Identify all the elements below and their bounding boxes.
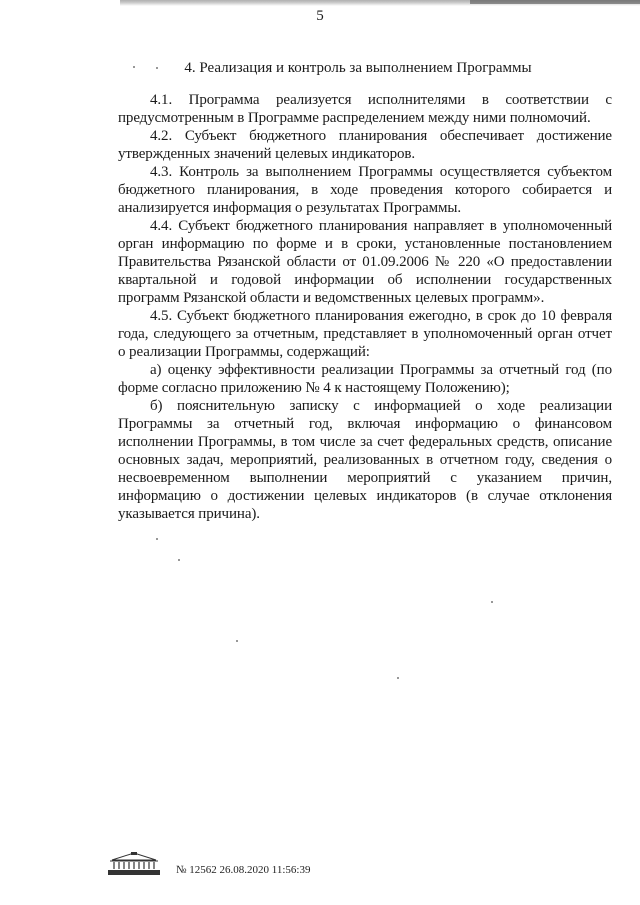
government-building-icon xyxy=(104,852,164,876)
scan-speck xyxy=(156,67,158,69)
scan-edge-shadow-dark xyxy=(470,0,640,4)
scan-speck xyxy=(133,66,135,68)
scan-speck xyxy=(236,640,238,642)
section-heading: 4. Реализация и контроль за выполнением Программы xyxy=(184,60,532,76)
paragraph-4-3: 4.3. Контроль за выполнением Программы осуществляется субъектом бюджетного планирования, в ходе проведения которого собирается и анализируется информация о результатах Программы. xyxy=(118,164,612,216)
paragraph-4-1: 4.1. Программа реализуется исполнителями в соответствии с предусмотренным в Программе распределением между ними полномочий. xyxy=(118,92,612,126)
page-number: 5 xyxy=(316,8,324,24)
paragraph-4-2: 4.2. Субъект бюджетного планирования обеспечивает достижение утвержденных значений целевых индикаторов. xyxy=(118,128,612,162)
scan-speck xyxy=(178,559,180,561)
paragraph-item-a: а) оценку эффективности реализации Программы за отчетный год (по форме согласно приложению № 4 к настоящему Положению); xyxy=(118,362,612,396)
registration-footer xyxy=(104,852,364,882)
registration-stamp: № 12562 26.08.2020 11:56:39 xyxy=(176,864,311,876)
scan-speck xyxy=(397,677,399,679)
scan-speck xyxy=(156,538,158,540)
scan-speck xyxy=(491,601,493,603)
document-body xyxy=(118,91,612,523)
paragraph-item-b: б) пояснительную записку с информацией о ходе реализации Программы за отчетный год, включая информацию о финансовом исполнении Программы, в том числе за счет федеральных средств, описание основных задач, мероприятий, реализованных в отчетном году, сведения о несвоевременном выполнении мероприятий с указанием причин, информацию о достижении целевых индикаторов (в случае отклонения указывается причина). xyxy=(118,398,612,522)
paragraph-4-5: 4.5. Субъект бюджетного планирования ежегодно, в срок до 10 февраля года, следующего за отчетным, представляет в уполномоченный орган отчет о реализации Программы, содержащий: xyxy=(118,308,612,360)
paragraph-4-4: 4.4. Субъект бюджетного планирования направляет в уполномоченный орган информацию по форме и в сроки, установленные постановлением Правительства Рязанской области от 01.09.2006 № 220 «О предоставлении квартальной и годовой информации об исполнении государственных программ Рязанской области и ведомственных целевых программ». xyxy=(118,218,612,306)
